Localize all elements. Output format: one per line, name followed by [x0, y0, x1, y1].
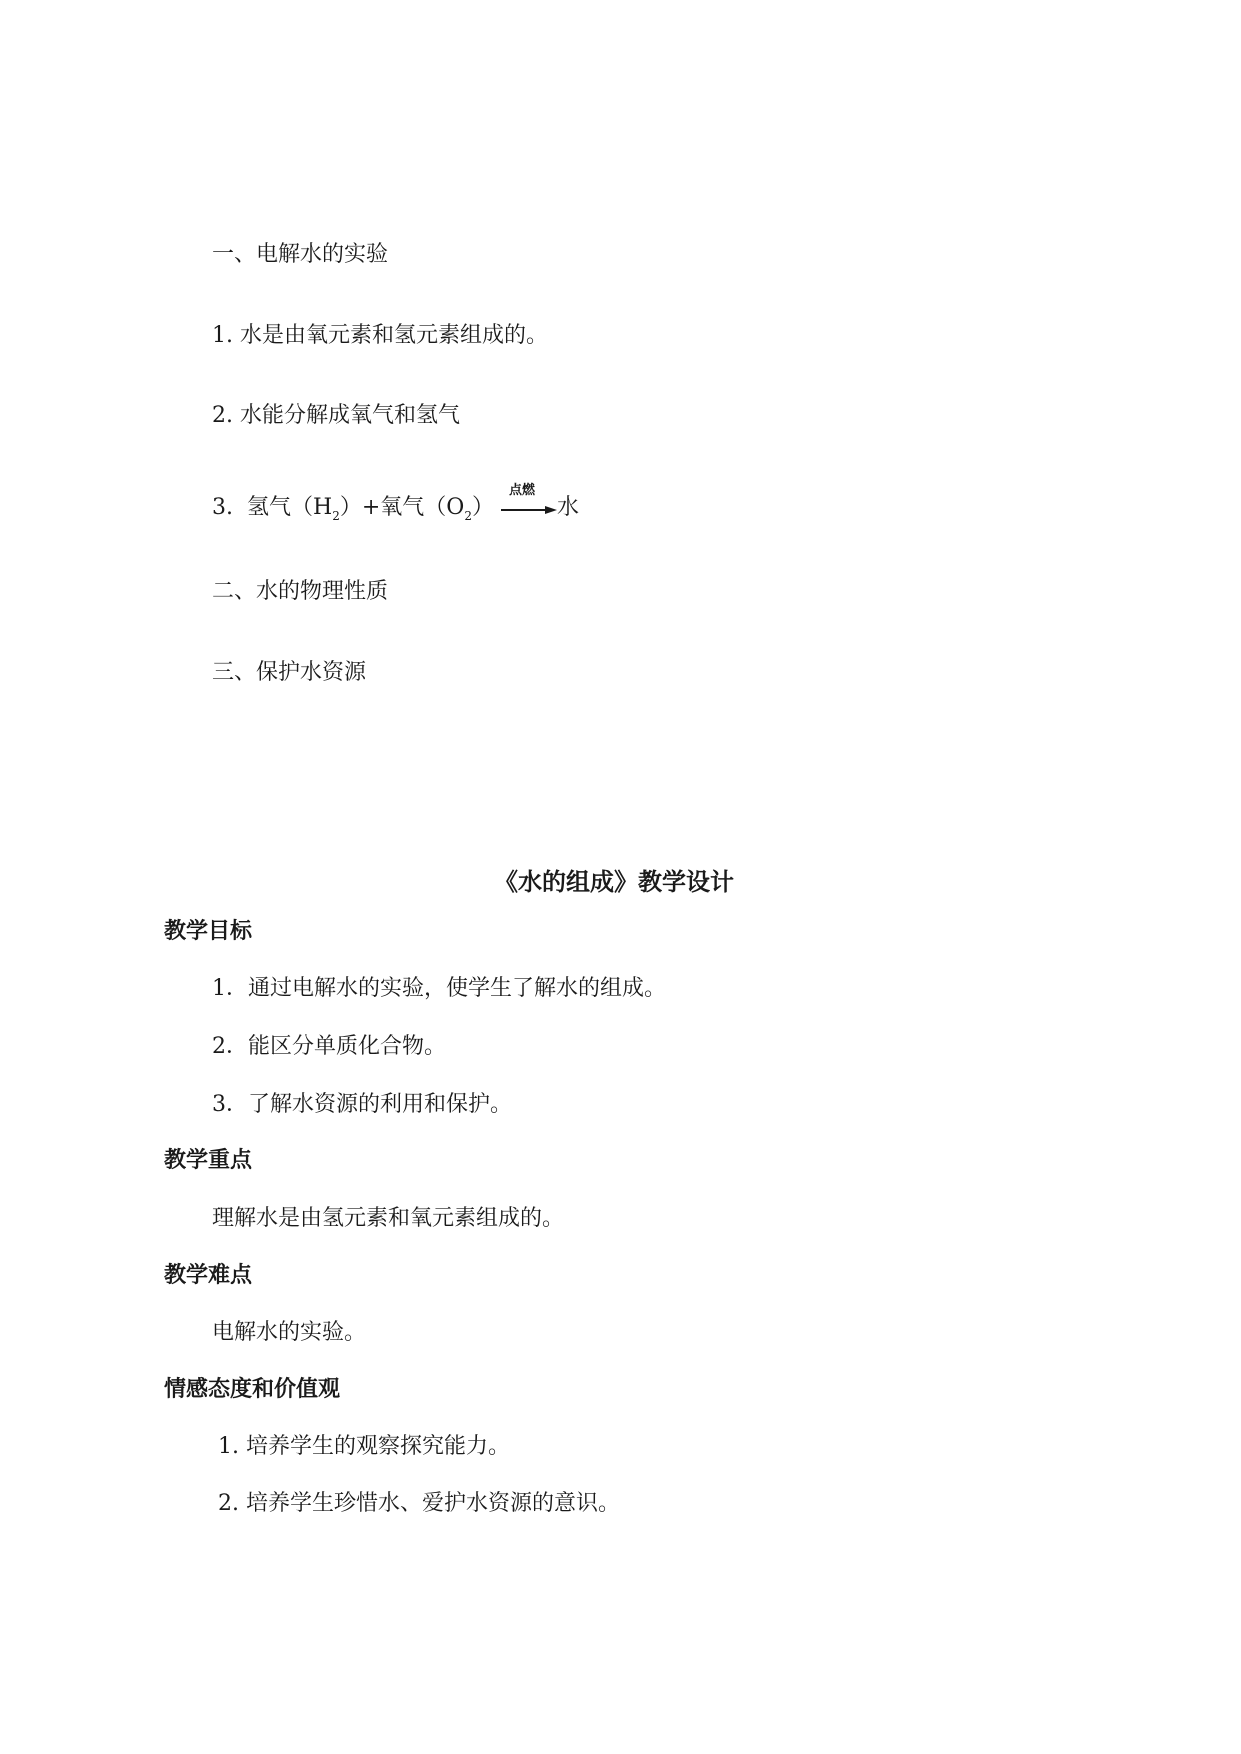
- oxygen-subscript: 2: [464, 509, 472, 523]
- equation-close-paren: ）: [471, 495, 494, 520]
- reaction-arrow: [501, 483, 557, 523]
- focus-text: 理解水是由氢元素和氧元素组成的。: [212, 1206, 565, 1231]
- objective-item: 3．了解水资源的利用和保护。: [212, 1092, 512, 1117]
- equation-hydrogen-label: 氢气（H: [247, 495, 333, 520]
- document-title: 《水的组成》教学设计: [494, 868, 734, 896]
- objective-item: 2．能区分单质化合物。: [212, 1034, 446, 1059]
- focus-heading: 教学重点: [164, 1148, 253, 1173]
- outline-section-1: 一、电解水的实验: [212, 242, 389, 267]
- difficulty-heading: 教学难点: [164, 1263, 253, 1288]
- difficulty-text: 电解水的实验。: [212, 1320, 367, 1345]
- outline-item-2: 2. 水能分解成氧气和氢气: [212, 403, 460, 428]
- reaction-condition: 点燃: [508, 483, 535, 498]
- values-item: 2. 培养学生珍惜水、爱护水资源的意识。: [218, 1491, 620, 1516]
- hydrogen-subscript: 2: [332, 509, 340, 523]
- values-item: 1. 培养学生的观察探究能力。: [218, 1434, 510, 1459]
- arrow-icon: [501, 505, 557, 515]
- outline-section-2: 二、水的物理性质: [212, 579, 389, 604]
- outline-item-3-equation: [212, 483, 579, 531]
- outline-section-3: 三、保护水资源: [212, 660, 367, 685]
- objectives-heading: 教学目标: [164, 919, 253, 944]
- equation-number: 3.: [212, 495, 233, 520]
- values-heading: 情感态度和价值观: [164, 1377, 341, 1402]
- equation-product: 水: [556, 495, 579, 520]
- outline-item-1: 1. 水是由氧元素和氢元素组成的。: [212, 323, 548, 348]
- equation-oxygen-label: ）+氧气（O: [339, 495, 465, 520]
- objective-item: 1．通过电解水的实验，使学生了解水的组成。: [212, 976, 666, 1001]
